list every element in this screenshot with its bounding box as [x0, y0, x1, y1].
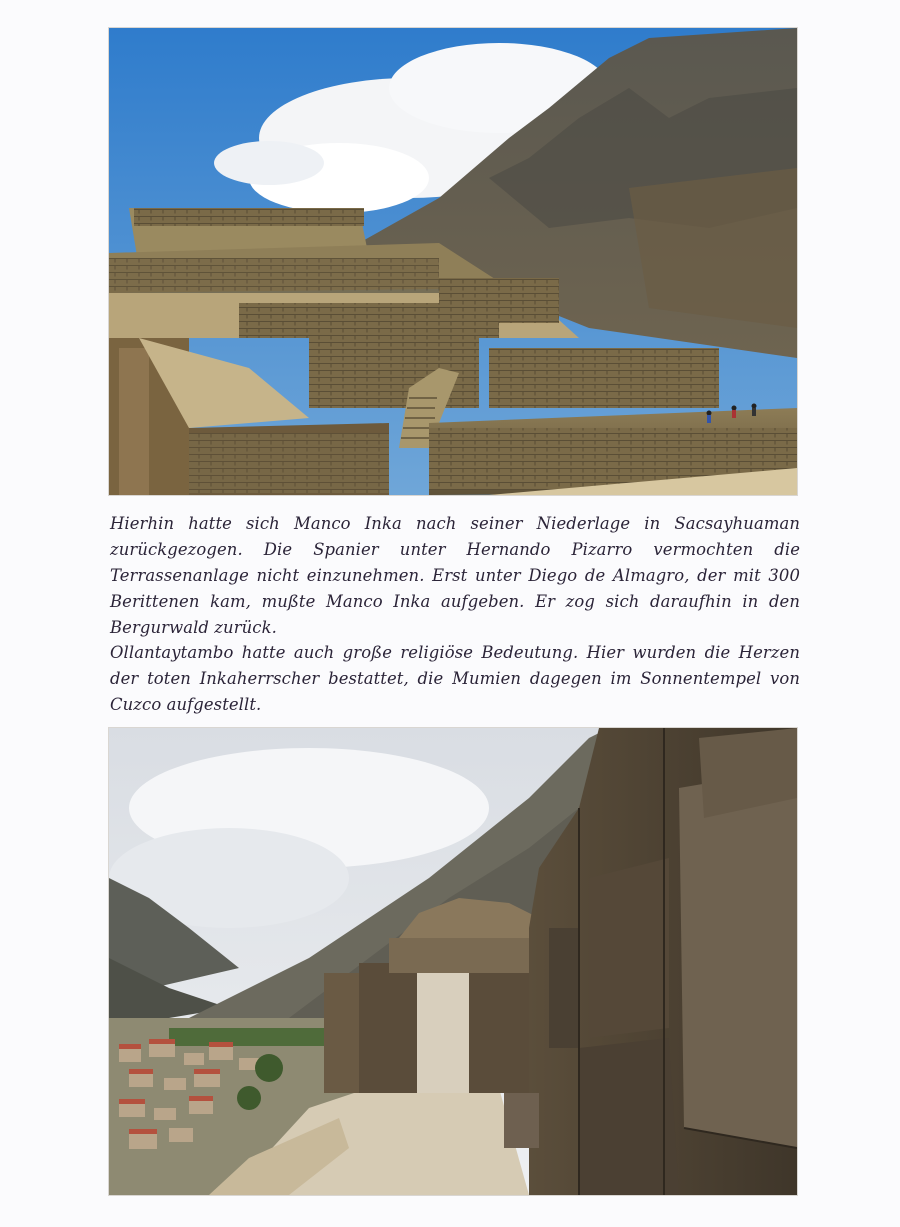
caption-paragraph-1: Hierhin hatte sich Manco Inka nach seiner Niederlage in Sacsayhuaman zurückgezogen. Die Spanier unter Hernando Pizarro vermochten die Terrassenanlage nicht einzunehmen. Erst unter Diego de Almagro, der mit 300 Berittenen kam, mußte Manco Inka aufgeben. Er zog sich daraufhin in den Bergurwald zurück.: [110, 514, 800, 637]
photo-ollantaytambo-terraces: [109, 28, 797, 495]
caption-paragraph-2: Ollantaytambo hatte auch große religiöse Bedeutung. Hier wurden die Herzen der toten Inkaherrscher bestattet, die Mumien dagegen im Sonnentempel von Cuzco aufgestellt.: [110, 643, 800, 714]
gateway-image: [109, 728, 797, 1195]
photo-ollantaytambo-gateway: [109, 728, 797, 1195]
terraces-image: [109, 28, 797, 495]
